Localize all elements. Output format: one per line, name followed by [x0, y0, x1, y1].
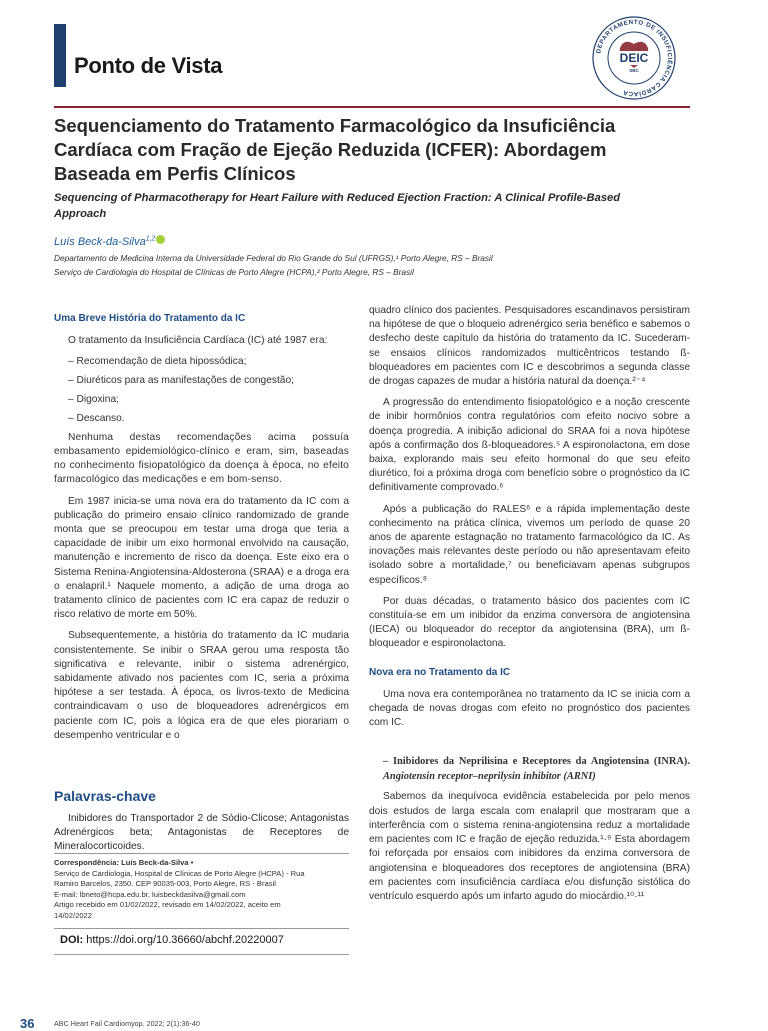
divider: [54, 954, 349, 955]
list-item: – Diuréticos para as manifestações de congestão;: [68, 375, 294, 387]
paragraph: A progressão do entendimento fisiopatológico e a noção crescente de inibir hormônios contra regulatórios com efeito nocivo sobre a doença progredia. A inibição adicional do SRAA foi a nova hipótese após a confirmação dos ß-bloqueadores.⁵ A espironolactona, em dose baixa, explorando mais seu efeito hormonal do que seu efeito diurético, foi a próxima droga com benefício sobre o prognóstico da IC definitivamente comprovado.⁶: [369, 397, 690, 494]
left-column: [54, 312, 349, 750]
logo-sub: SBC: [629, 68, 639, 73]
section-color-bar: [54, 24, 66, 87]
paragraph: Em 1987 inicia-se uma nova era do tratamento da IC com a publicação do primeiro ensaio clínico randomizado de grande monta que se preocupou em testar uma droga que teria a capacidade de inibir um eixo hormonal envolvido na causação, manutenção e incremento de risco da doença. Este eixo era o Sistema Renina-Angiotensina-Aldosterona (SRAA) e a droga era o enalapril.¹ Naquele momento, a adição de uma droga ao tratamento clínico de pacientes com IC era capaz de reduzir o risco relativo de morte em 50%.: [54, 495, 349, 621]
correspondence-line: Serviço de Cardiologia, Hospital de Clínicas de Porto Alegre (HCPA) - Rua: [54, 868, 305, 878]
page-number: 36: [20, 1016, 35, 1031]
paragraph: Subsequentemente, a história do tratamento da IC mudaria consistentemente. Se inibir o SRAA gerou uma resposta tão significativa e relevante, inibir o sistema adrenérgico, sabidamente ativado nos pacientes com IC, seria a próxima hipótese a ser testada. À época, os livros-texto de Medicina contraindicavam o uso de bloqueadores adrenérgicos em paciente com IC, pois a lógica era de que eles piorariam o desempenho ventricular e o: [54, 630, 349, 741]
divider: [54, 928, 349, 929]
paragraph: Após a publicação do RALES⁶ e a rápida implementação deste conhecimento na prática clínica, vivemos um período de quase 20 anos de aparente estagnação no tratamento farmacológico da IC. As inovações mais relevantes deste período ou não apresentavam efeito isolado sobre a mortalidade,⁷ ou beneficiavam apenas subgrupos específicos.⁸: [369, 503, 690, 586]
paragraph: Nenhuma destas recomendações acima possuía embasamento epidemiológico-clínico e eram, sim, baseadas no conhecimento fisiopatológico da doença à época, no efeito farmacológico das medicações e em bom-senso.: [54, 431, 349, 486]
section-label: Ponto de Vista: [74, 53, 223, 78]
keywords-heading: Palavras-chave: [54, 788, 156, 804]
paragraph: quadro clínico dos pacientes. Pesquisadores escandinavos persistiram na hipótese de que o bloqueio adrenérgico seria benéfico e sabemos o desfecho deste capítulo da história do tratamento da IC. Sucederam-se ensaios clínicos randomizados multicêntricos testando ß-bloqueadores em pacientes com IC e descobrimos a segunda classe de drogas capazes de mudar a história natural da doença.²⁻⁴: [369, 305, 690, 388]
keywords-text: Inibidores do Transportador 2 de Sódio-Clicose; Antagonistas Adrenérgicos beta; Antagonistas de Receptores de Mineralocorticoides.: [54, 813, 349, 852]
article-subtitle: Sequencing of Pharmacotherapy for Heart Failure with Reduced Ejection Fraction: A Clinical Profile-Based Approach: [54, 192, 621, 220]
section-heading-history: Uma Breve História do Tratamento da IC: [54, 313, 246, 324]
author-line[interactable]: [54, 235, 165, 248]
doi-label: DOI:: [60, 934, 84, 946]
divider: [54, 853, 349, 854]
inra-heading-pt: – Inibidores da Neprilisina e Receptores da Angiotensina (INRA).: [383, 756, 690, 768]
history-intro: O tratamento da Insuficiência Cardíaca (IC) até 1987 era:: [68, 335, 328, 347]
header-divider: [54, 106, 690, 108]
correspondence-block: [54, 858, 349, 921]
correspondence-email[interactable]: E-mail: lbneto@hcpa.edu.br, luisbeckdasilva@gmail.com: [54, 889, 246, 899]
author-name[interactable]: Luís Beck-da-Silva: [54, 236, 146, 248]
doi-link[interactable]: https://doi.org/10.36660/abchf.20220007: [86, 934, 284, 946]
list-item: – Recomendação de dieta hipossódica;: [68, 356, 247, 368]
affiliation-2: Serviço de Cardiologia do Hospital de Clínicas de Porto Alegre (HCPA),² Porto Alegre, RS – Brasil: [54, 267, 414, 277]
section-heading-new-era: Nova era no Tratamento da IC: [369, 666, 511, 678]
list-item: – Descanso.: [68, 412, 125, 424]
orcid-icon[interactable]: [156, 235, 165, 244]
pre-1987-list: [54, 355, 349, 425]
correspondence-label: Correspondência: Luís Beck-da-Silva •: [54, 858, 194, 867]
inra-heading-en: Angiotensin receptor–neprilysin inhibitor (ARNI): [383, 771, 596, 783]
subsection-heading-inra: [369, 754, 690, 784]
right-column: [369, 304, 690, 911]
logo-ring-text: DEPARTAMENTO DE INSUFICIÊNCIA CARDÍACA: [595, 18, 674, 98]
article-title: Sequenciamento do Tratamento Farmacológico da Insuficiência Cardíaca com Fração de Ejeção Reduzida (ICFER): Abordagem Baseada em Perfis Clínicos: [54, 115, 616, 184]
correspondence-line: 14/02/2022: [54, 910, 93, 920]
paragraph: Uma nova era contemporânea no tratamento da IC se inicia com a chegada de novas drogas com efeito no prognóstico dos pacientes com IC.: [369, 688, 690, 729]
list-item: – Digoxina;: [68, 393, 119, 405]
affiliation-1: Departamento de Medicina Interna da Universidade Federal do Rio Grande do Sul (UFRGS),¹ Porto Alegre, RS – Brasil: [54, 253, 493, 263]
correspondence-line: Artigo recebido em 01/02/2022, revisado em 14/02/2022, aceito em: [54, 900, 281, 909]
keywords-block: [54, 788, 349, 854]
paragraph: Sabemos da inequívoca evidência estabelecida por pelo menos dois estudos de larga escala com enalapril que mostraram que a interferência com o sistema renina-angiotensina reduz a mortalidade em pacientes com IC e fração de ejeção reduzida.¹·⁹ Esta abordagem foi reforçada por ensaios com inibidores da enzima conversora de angiotensina e bloqueadores dos receptores de angiotensina (BRA) em pacientes com insuficiência cardíaca e/ou disfunção sistólica do ventrículo esquerdo após um infarto agudo do miocárdio.¹⁰·¹¹: [369, 791, 690, 902]
journal-citation: ABC Heart Fail Cardiomyop. 2022; 2(1):36-40: [54, 1019, 200, 1028]
author-affil-sup: 1,2: [145, 235, 156, 243]
correspondence-line: Ramiro Barcelos, 2350. CEP 90035-003, Porto Alegre, RS - Brasil: [54, 879, 276, 888]
doi-line: [60, 934, 284, 946]
paragraph: Por duas décadas, o tratamento básico dos pacientes com IC constituía-se em um inibidor da enzima conversora de angiotensina (IECA) ou bloqueador do receptor da angiotensina (BRA), um ß-bloqueador e espironolactona.: [369, 595, 690, 650]
deic-logo: [590, 14, 678, 102]
logo-abbr: DEIC: [619, 51, 649, 65]
